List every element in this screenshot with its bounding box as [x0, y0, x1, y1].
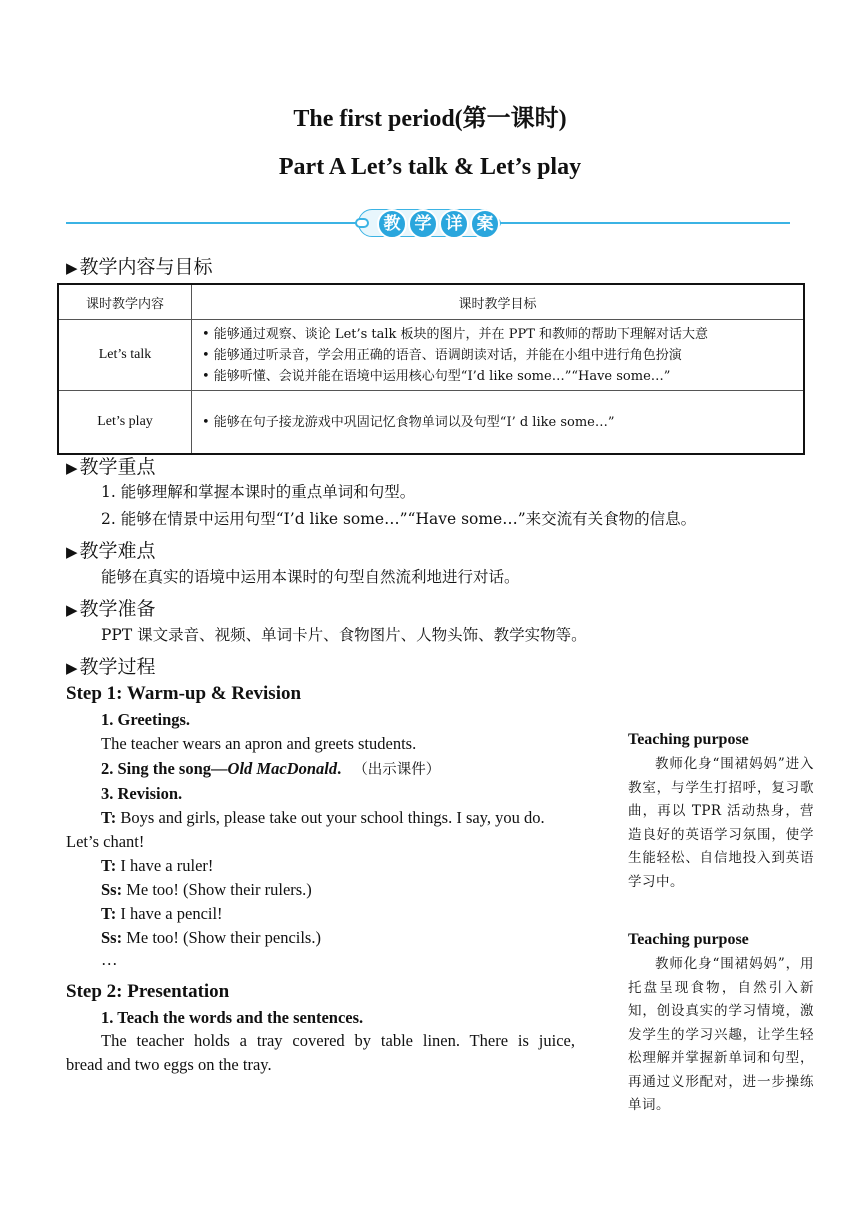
- section-heading-key-points: [66, 452, 156, 479]
- triangle-icon: ▶: [66, 459, 78, 477]
- section-heading-content-goals: [66, 252, 213, 279]
- step2-words-label: 1. Teach the words and the sentences.: [101, 1008, 364, 1027]
- table-header-cell: 课时教学目标: [192, 284, 805, 320]
- section-heading-label: 教学重点: [79, 456, 156, 478]
- banner-pill: [358, 209, 498, 237]
- dialogue-ellipsis: …: [101, 950, 118, 969]
- dialogue-speaker: Ss:: [101, 928, 123, 947]
- step1-song-line: [101, 758, 440, 779]
- banner-char: 详: [439, 209, 469, 239]
- step2-text-line: The teacher holds a tray covered by table linen. There is juice,: [101, 1031, 575, 1050]
- goal-item: • 能够在句子接龙游戏中巩固记忆食物单词以及句型“I’ d like some…”: [202, 414, 615, 430]
- table-cell-content: Let’s play: [58, 391, 192, 455]
- objectives-table: [57, 283, 805, 455]
- table-row: [58, 320, 804, 391]
- section-banner: [66, 207, 790, 239]
- table-row: [58, 391, 804, 455]
- dialogue-speaker: T:: [101, 904, 117, 923]
- dialogue-line: [101, 856, 213, 876]
- banner-char: 案: [470, 209, 500, 239]
- triangle-icon: ▶: [66, 601, 78, 619]
- section-heading-process: [66, 652, 156, 679]
- teaching-purpose-note: [628, 931, 814, 1118]
- preparation-text: PPT 课文录音、视频、单词卡片、食物图片、人物头饰、教学实物等。: [101, 626, 587, 644]
- teaching-purpose-heading: Teaching purpose: [628, 731, 749, 748]
- section-heading-difficulties: [66, 536, 156, 563]
- triangle-icon: ▶: [66, 259, 78, 277]
- triangle-icon: ▶: [66, 543, 78, 561]
- step1-song-note: （出示课件）: [353, 762, 441, 778]
- difficulty-text: 能够在真实的语境中运用本课时的句型自然流利地进行对话。: [101, 568, 520, 586]
- step1-song-dot: .: [337, 759, 342, 778]
- banner-char: 教: [377, 209, 407, 239]
- step2-text-line: bread and two eggs on the tray.: [66, 1055, 272, 1074]
- page-subtitle: Part A Let’s talk & Let’s play: [278, 154, 582, 180]
- key-point-item: 1. 能够理解和掌握本课时的重点单词和句型。: [101, 483, 416, 501]
- dialogue-text: Boys and girls, please take out your school things. I say, you do.: [116, 808, 545, 827]
- dialogue-speaker: T:: [101, 808, 117, 827]
- key-point-item: 2. 能够在情景中运用句型“I’d like some…”“Have some…”来交流有关食物的信息。: [101, 510, 697, 528]
- step1-song-label: 2. Sing the song—: [101, 759, 228, 778]
- step1-greetings-label: 1. Greetings.: [101, 710, 191, 729]
- goal-item: • 能够通过听录音，学会用正确的语音、语调朗读对话，并能在小组中进行角色扮演: [202, 347, 682, 363]
- dialogue-text: Me too! (Show their rulers.): [122, 880, 312, 899]
- triangle-icon: ▶: [66, 659, 78, 677]
- section-heading-label: 教学难点: [79, 540, 156, 562]
- banner-line-right: [498, 222, 790, 224]
- teaching-purpose-body: 教师化身“围裙妈妈”，用托盘呈现食物，自然引入新知，创设真实的学习情境，激发学生的学习兴趣，让学生轻松理解并掌握新单词和句型，再通过义形配对，进一步操练单词。: [628, 956, 814, 1113]
- section-heading-label: 教学内容与目标: [79, 256, 213, 278]
- dialogue-line: [66, 832, 144, 852]
- page-title: The first period(第一课时): [293, 106, 567, 132]
- table-header-cell: 课时教学内容: [58, 284, 192, 320]
- step1-revision-label: 3. Revision.: [101, 784, 183, 803]
- step1-song-title: Old MacDonald: [227, 759, 338, 778]
- dialogue-text: I have a pencil!: [116, 904, 223, 923]
- table-cell-content: Let’s talk: [58, 320, 192, 391]
- step1-title: Step 1: Warm-up & Revision: [66, 683, 302, 704]
- dialogue-speaker: Ss:: [101, 880, 123, 899]
- goal-item: • 能够听懂、会说并能在语境中运用核心句型“I’d like some…”“Have some…”: [202, 368, 671, 384]
- dialogue-line: [101, 928, 321, 948]
- banner-char: 学: [408, 209, 438, 239]
- teaching-purpose-body: 教师化身“围裙妈妈”进入教室，与学生打招呼，复习歌曲，再以 TPR 活动热身，营造良好的英语学习氛围，使学生能轻松、自信地投入到英语学习中。: [628, 756, 814, 890]
- teaching-purpose-note: [628, 731, 814, 894]
- table-cell-goals: [192, 320, 805, 391]
- dialogue-line: [101, 808, 545, 828]
- step1-greetings-text: The teacher wears an apron and greets students.: [101, 734, 417, 753]
- section-heading-label: 教学准备: [79, 598, 156, 620]
- teaching-purpose-heading: Teaching purpose: [628, 931, 749, 948]
- banner-line-left: [66, 222, 358, 224]
- dialogue-speaker: T:: [101, 856, 117, 875]
- dialogue-text: Me too! (Show their pencils.): [122, 928, 321, 947]
- dialogue-line: [101, 880, 312, 900]
- table-cell-goals: [192, 391, 805, 455]
- goal-item: • 能够通过观察、谈论 Let’s talk 板块的图片，并在 PPT 和教师的帮助下理解对话大意: [202, 326, 708, 342]
- dialogue-text: Let’s chant!: [66, 832, 145, 851]
- dialogue-text: I have a ruler!: [116, 856, 214, 875]
- table-header-row: [58, 284, 804, 320]
- dialogue-line: [101, 904, 223, 924]
- banner-cap-left: [355, 218, 369, 228]
- section-heading-label: 教学过程: [79, 656, 156, 678]
- section-heading-preparation: [66, 594, 156, 621]
- step2-title: Step 2: Presentation: [66, 981, 230, 1002]
